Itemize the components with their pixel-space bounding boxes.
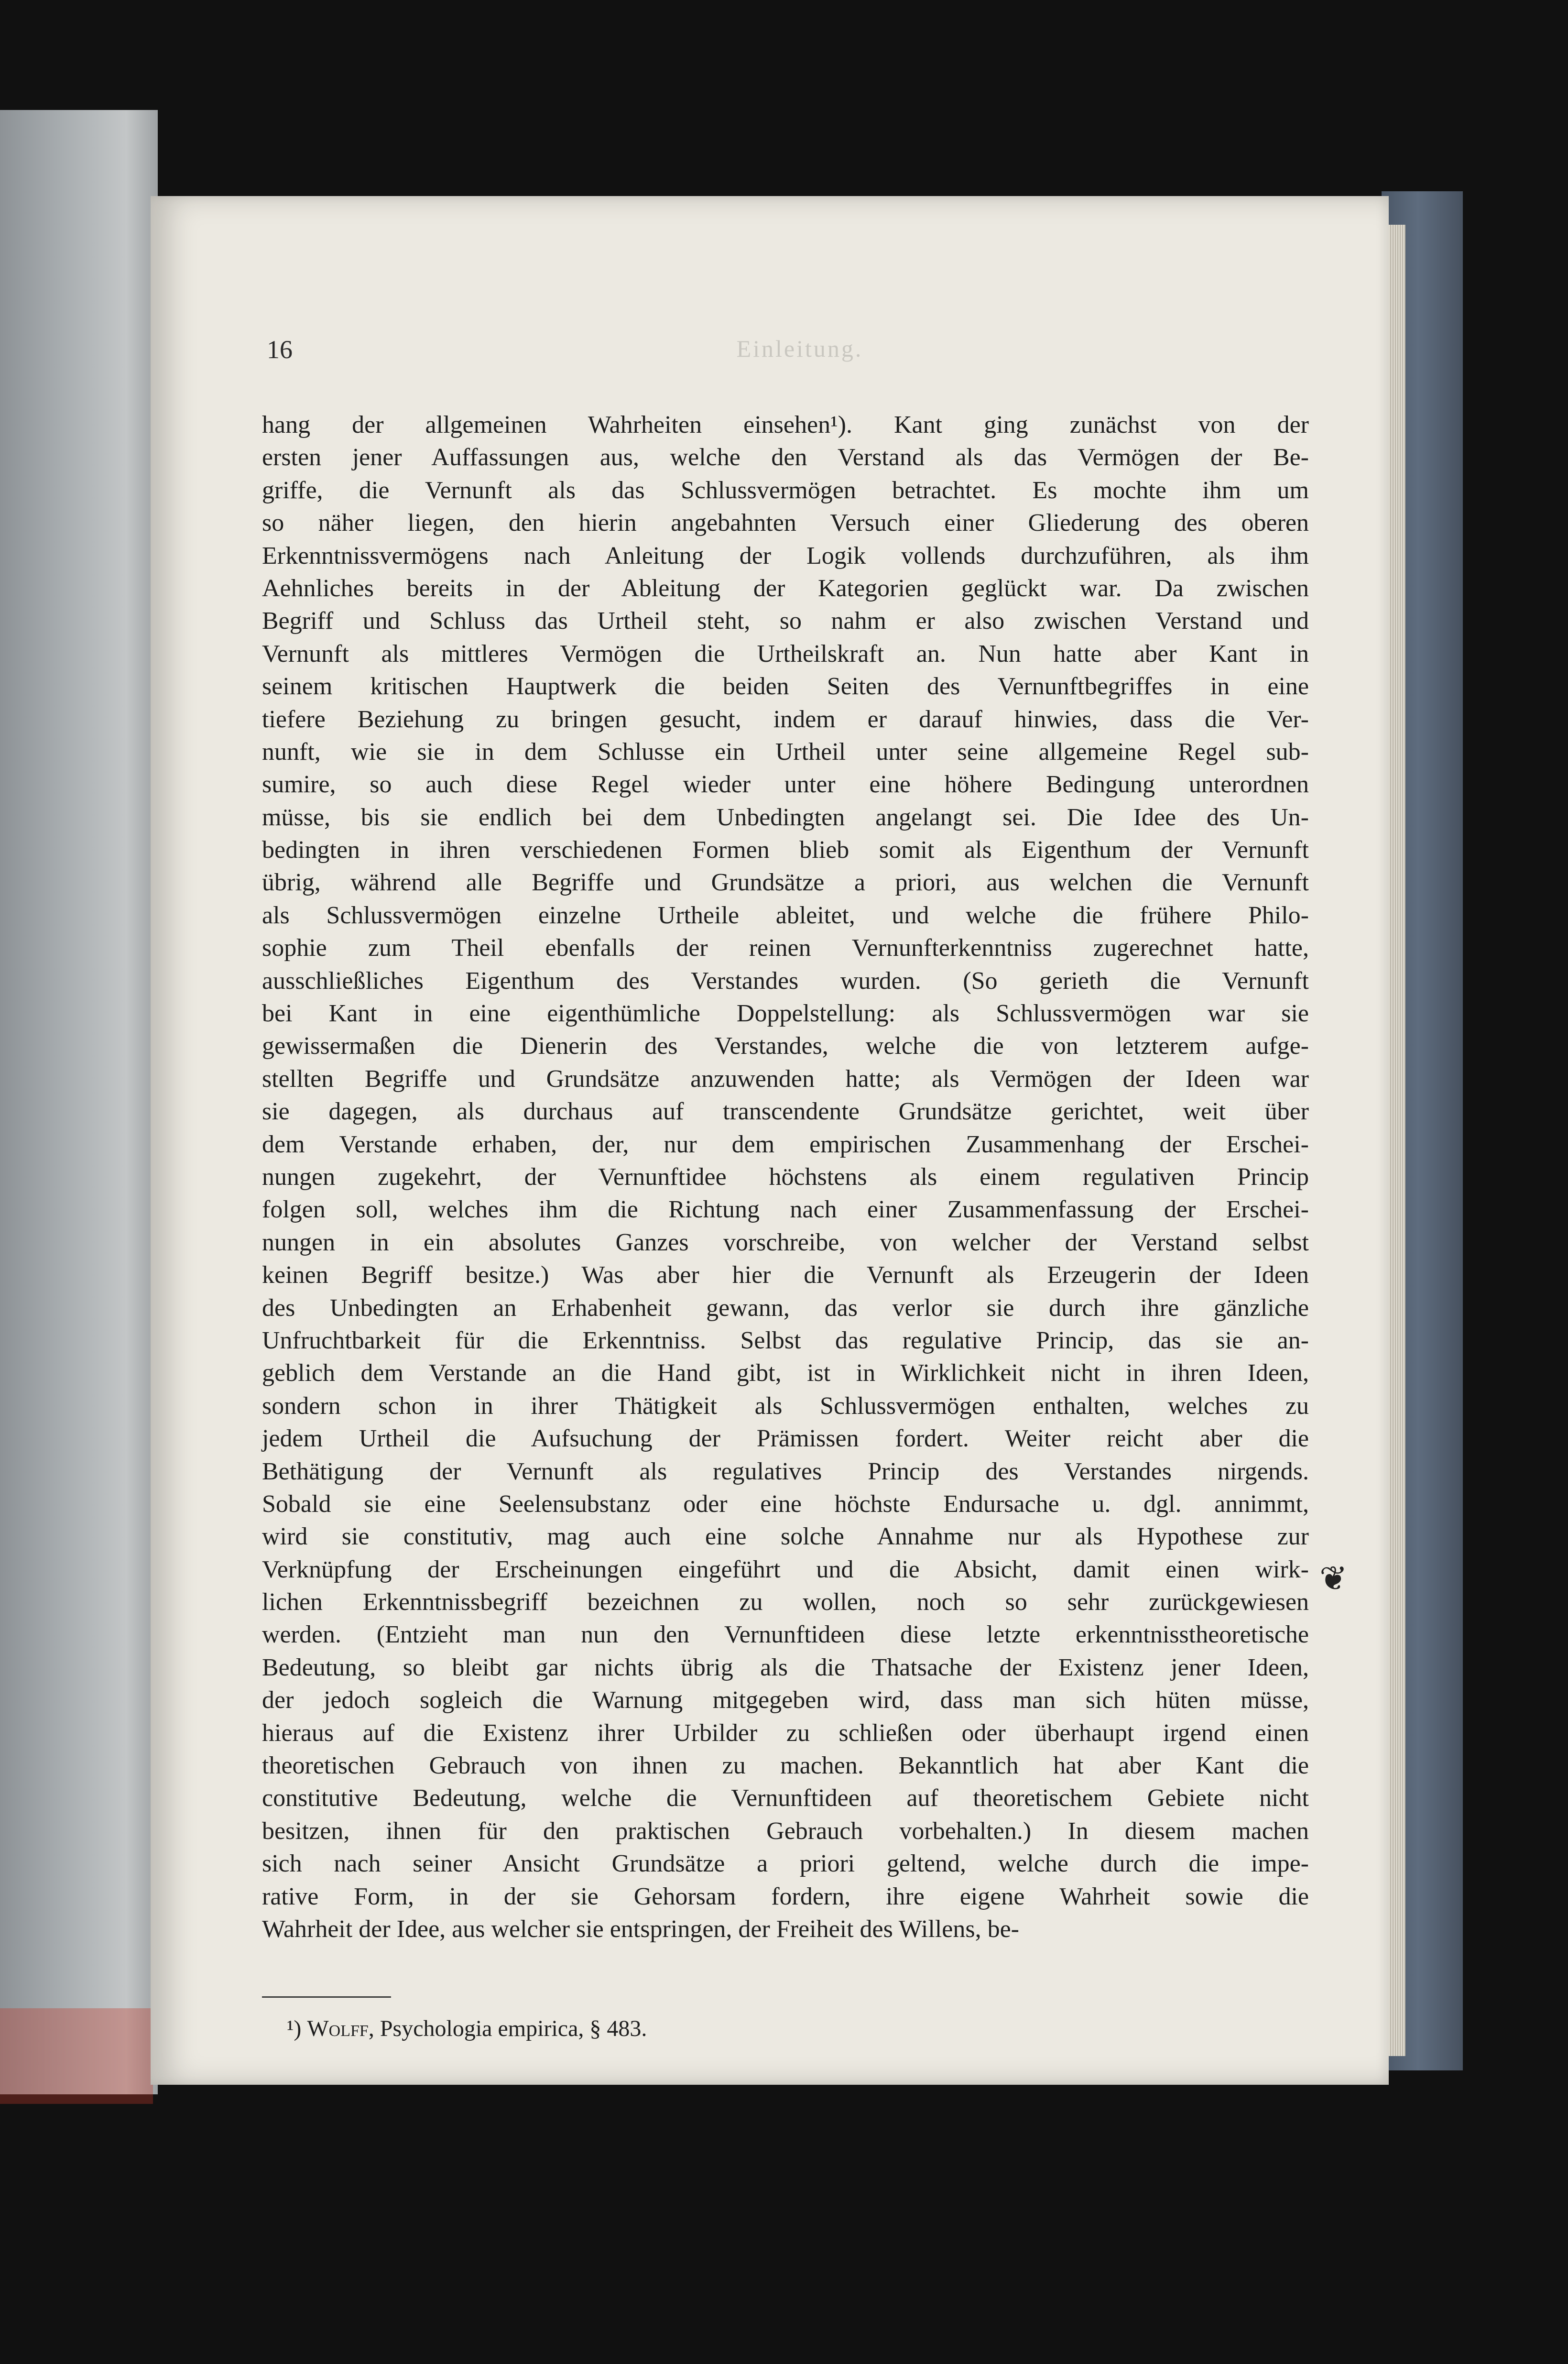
facing-page-edge [0,2008,153,2104]
text-line: stellten Begriffe und Grundsätze anzuwenden hatte; als Vermögen der Ideen war [262,1065,1309,1093]
text-line: rative Form, in der sie Gehorsam fordern, ihre eigene Wahrheit sowie die [262,1882,1309,1910]
footnote-rule [262,1996,391,1998]
text-line: Wahrheit der Idee, aus welcher sie entspringen, der Freiheit des Willens, be- [262,1915,1019,1943]
text-line: constitutive Bedeutung, welche die Vernunftideen auf theoretischem Gebiete nicht [262,1784,1309,1812]
body-text [262,409,1309,1946]
text-line: folgen soll, welches ihm die Richtung nach einer Zusammenfassung der Erschei- [262,1196,1309,1224]
text-line: sumire, so auch diese Regel wieder unter eine höhere Bedingung unterordnen [262,771,1309,799]
text-line: hieraus auf die Existenz ihrer Urbilder zu schließen oder überhaupt irgend einen [262,1719,1309,1747]
text-line: Unfruchtbarkeit für die Erkenntniss. Selbst das regulative Princip, das sie an- [262,1326,1309,1354]
text-line: so näher liegen, den hierin angebahnten Versuch einer Gliederung des oberen [262,509,1309,537]
text-line: dem Verstande erhaben, der, nur dem empirischen Zusammenhang der Erschei- [262,1130,1309,1158]
text-line: Bedeutung, so bleibt gar nichts übrig als die Thatsache der Existenz jener Ideen, [262,1653,1309,1681]
footnote-text: , Psychologia empirica, § 483. [368,2016,647,2041]
text-line: bedingten in ihren verschiedenen Formen blieb somit als Eigenthum der Vernunft [262,836,1309,864]
footnote-marker: ¹) [287,2016,302,2041]
text-line: ersten jener Auffassungen aus, welche den Verstand als das Vermögen der Be- [262,444,1309,471]
text-line: Begriff und Schluss das Urtheil steht, so nahm er also zwischen Verstand und [262,607,1309,635]
page-header [267,335,1333,378]
text-line: wird sie constitutiv, mag auch eine solche Annahme nur als Hypothese zur [262,1523,1309,1551]
footnote-author: Wolff [307,2016,369,2041]
text-line: lichen Erkenntnissbegriff bezeichnen zu wollen, noch so sehr zurückgewiesen [262,1588,1309,1616]
text-line: der jedoch sogleich die Warnung mitgegeben wird, dass man sich hüten müsse, [262,1686,1309,1714]
text-line: Verknüpfung der Erscheinungen eingeführt und die Absicht, damit einen wirk- [262,1555,1309,1583]
page-number: 16 [267,335,293,364]
text-line: tiefere Beziehung zu bringen gesucht, indem er darauf hinwies, dass die Ver- [262,705,1309,733]
facing-page [0,110,158,2094]
margin-ornament-icon: ❦ [1319,1561,1348,1598]
text-line: nunft, wie sie in dem Schlusse ein Urtheil unter seine allgemeine Regel sub- [262,738,1309,766]
text-line: besitzen, ihnen für den praktischen Gebrauch vorbehalten.) In diesem machen [262,1817,1309,1845]
text-line: bei Kant in eine eigenthümliche Doppelstellung: als Schlussvermögen war sie [262,1000,1309,1028]
text-line: hang der allgemeinen Wahrheiten einsehen¹). Kant ging zunächst von der [262,411,1309,438]
text-line: ausschließliches Eigenthum des Verstandes wurden. (So gerieth die Vernunft [262,967,1309,995]
text-line: gewissermaßen die Dienerin des Verstandes, welche die von letzterem aufge- [262,1032,1309,1060]
text-line: übrig, während alle Begriffe und Grundsätze a priori, aus welchen die Vernunft [262,869,1309,897]
text-line: Erkenntnissvermögens nach Anleitung der Logik vollends durchzuführen, als ihm [262,542,1309,569]
text-line: theoretischen Gebrauch von ihnen zu machen. Bekanntlich hat aber Kant die [262,1752,1309,1780]
text-line: keinen Begriff besitze.) Was aber hier die Vernunft als Erzeugerin der Ideen [262,1261,1309,1289]
text-line: jedem Urtheil die Aufsuchung der Prämissen fordert. Weiter reicht aber die [262,1425,1309,1453]
footnote [287,2015,647,2042]
text-line: sondern schon in ihrer Thätigkeit als Schlussvermögen enthalten, welches zu [262,1392,1309,1420]
text-line: Bethätigung der Vernunft als regulatives Princip des Verstandes nirgends. [262,1457,1309,1485]
text-line: Vernunft als mittleres Vermögen die Urtheilskraft an. Nun hatte aber Kant in [262,640,1309,668]
text-line: sophie zum Theil ebenfalls der reinen Vernunfterkenntniss zugerechnet hatte, [262,934,1309,962]
text-line: seinem kritischen Hauptwerk die beiden Seiten des Vernunftbegriffes in eine [262,673,1309,700]
text-line: sich nach seiner Ansicht Grundsätze a priori geltend, welche durch die impe- [262,1850,1309,1878]
text-line: müsse, bis sie endlich bei dem Unbedingten angelangt sei. Die Idee des Un- [262,803,1309,831]
text-line: als Schlussvermögen einzelne Urtheile ableitet, und welche die frühere Philo- [262,901,1309,929]
text-line: Aehnliches bereits in der Ableitung der Kategorien geglückt war. Da zwischen [262,574,1309,602]
text-line: des Unbedingten an Erhabenheit gewann, das verlor sie durch ihre gänzliche [262,1294,1309,1322]
text-line: sie dagegen, als durchaus auf transcendente Grundsätze gerichtet, weit über [262,1098,1309,1126]
text-line: nungen zugekehrt, der Vernunftidee höchstens als einem regulativen Princip [262,1163,1309,1191]
text-line: Sobald sie eine Seelensubstanz oder eine höchste Endursache u. dgl. annimmt, [262,1490,1309,1518]
text-line: werden. (Entzieht man nun den Vernunftideen diese letzte erkenntnisstheoretische [262,1621,1309,1649]
running-head: Einleitung. [736,335,863,362]
text-line: geblich dem Verstande an die Hand gibt, ist in Wirklichkeit nicht in ihren Ideen, [262,1359,1309,1387]
text-line: nungen in ein absolutes Ganzes vorschreibe, von welcher der Verstand selbst [262,1228,1309,1256]
text-line: griffe, die Vernunft als das Schlussvermögen betrachtet. Es mochte ihm um [262,476,1309,504]
